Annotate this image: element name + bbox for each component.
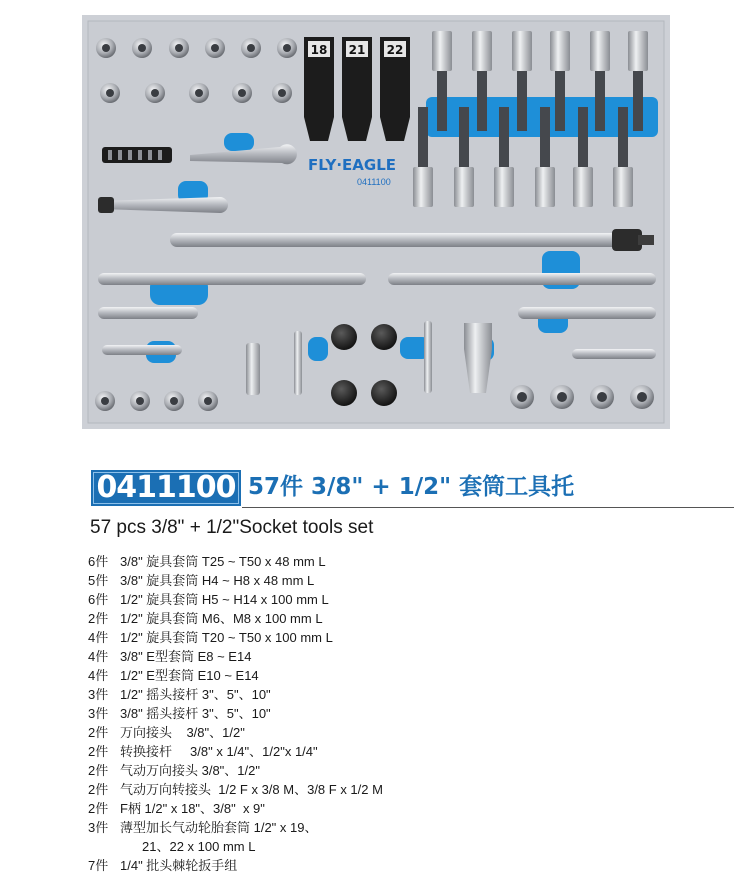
item-description: 1/2" 旋具套筒 T20 ~ T50 x 100 mm L xyxy=(120,630,333,645)
item-quantity: 4件 xyxy=(88,649,109,664)
tool-tray-illustration xyxy=(82,15,670,429)
list-item xyxy=(88,818,383,837)
list-item xyxy=(88,647,383,666)
item-description: 1/2" 旋具套筒 H5 ~ H14 x 100 mm L xyxy=(120,592,329,607)
item-description: 气动万向接头 3/8"、1/2" xyxy=(120,763,260,778)
list-item xyxy=(88,799,383,818)
header-divider xyxy=(242,507,734,508)
item-description: 万向接头 3/8"、1/2" xyxy=(120,725,245,740)
item-quantity: 3件 xyxy=(88,687,109,702)
item-quantity: 5件 xyxy=(88,573,109,588)
list-item xyxy=(88,571,383,590)
item-quantity: 4件 xyxy=(88,630,109,645)
item-quantity: 2件 xyxy=(88,763,109,778)
item-description: F柄 1/2" x 18"、3/8" x 9" xyxy=(120,801,265,816)
list-item xyxy=(88,723,383,742)
item-quantity: 2件 xyxy=(88,744,109,759)
item-description: 1/2" 旋具套筒 M6、M8 x 100 mm L xyxy=(120,611,323,626)
item-quantity: 6件 xyxy=(88,592,109,607)
product-photo xyxy=(82,15,670,429)
item-quantity: 2件 xyxy=(88,725,109,740)
item-quantity: 2件 xyxy=(88,801,109,816)
list-item xyxy=(88,552,383,571)
brand-logo: FLY·EAGLE xyxy=(308,156,397,174)
list-item xyxy=(88,609,383,628)
list-item xyxy=(88,704,383,723)
item-description: 气动万向转接头 1/2 F x 3/8 M、3/8 F x 1/2 M xyxy=(120,782,383,797)
item-description: 3/8" 摇头接杆 3"、5"、10" xyxy=(120,706,271,721)
product-code-badge xyxy=(91,470,241,506)
product-title-en: 57 pcs 3/8" + 1/2"Socket tools set xyxy=(90,517,374,538)
item-description: 21、22 x 100 mm L xyxy=(142,839,256,854)
item-quantity: 2件 xyxy=(88,782,109,797)
item-description: 1/2" 摇头接杆 3"、5"、10" xyxy=(120,687,271,702)
list-item xyxy=(88,590,383,609)
list-item xyxy=(88,761,383,780)
list-item xyxy=(88,856,383,875)
socket-size-label: 21 xyxy=(348,43,366,57)
socket-size-label: 18 xyxy=(310,43,328,57)
list-item xyxy=(88,666,383,685)
impact-sockets xyxy=(304,37,410,141)
list-item xyxy=(88,780,383,799)
list-item xyxy=(88,628,383,647)
product-title-cn: 57件 3/8" + 1/2" 套筒工具托 xyxy=(248,474,575,500)
item-description: 1/2" E型套筒 E10 ~ E14 xyxy=(120,668,259,683)
item-quantity: 2件 xyxy=(88,611,109,626)
item-quantity: 4件 xyxy=(88,668,109,683)
list-item-continuation xyxy=(88,837,383,856)
item-quantity: 6件 xyxy=(88,554,109,569)
item-quantity: 7件 xyxy=(88,858,109,873)
item-description: 3/8" 旋具套筒 H4 ~ H8 x 48 mm L xyxy=(120,573,315,588)
item-quantity: 3件 xyxy=(88,706,109,721)
product-header xyxy=(82,470,734,510)
item-quantity: 3件 xyxy=(88,820,109,835)
item-description: 3/8" E型套筒 E8 ~ E14 xyxy=(120,649,252,664)
list-item xyxy=(88,685,383,704)
list-item xyxy=(88,742,383,761)
item-description: 3/8" 旋具套筒 T25 ~ T50 x 48 mm L xyxy=(120,554,326,569)
socket-size-label: 22 xyxy=(386,43,404,57)
contents-list xyxy=(88,552,383,875)
item-description: 薄型加长气动轮胎套筒 1/2" x 19、 xyxy=(120,820,318,835)
item-description: 1/4" 批头棘轮扳手组 xyxy=(120,858,238,873)
tray-model-number: 0411100 xyxy=(357,177,391,187)
product-code: 0411100 xyxy=(96,470,236,505)
item-description: 转换接杆 3/8" x 1/4"、1/2"x 1/4" xyxy=(120,744,318,759)
